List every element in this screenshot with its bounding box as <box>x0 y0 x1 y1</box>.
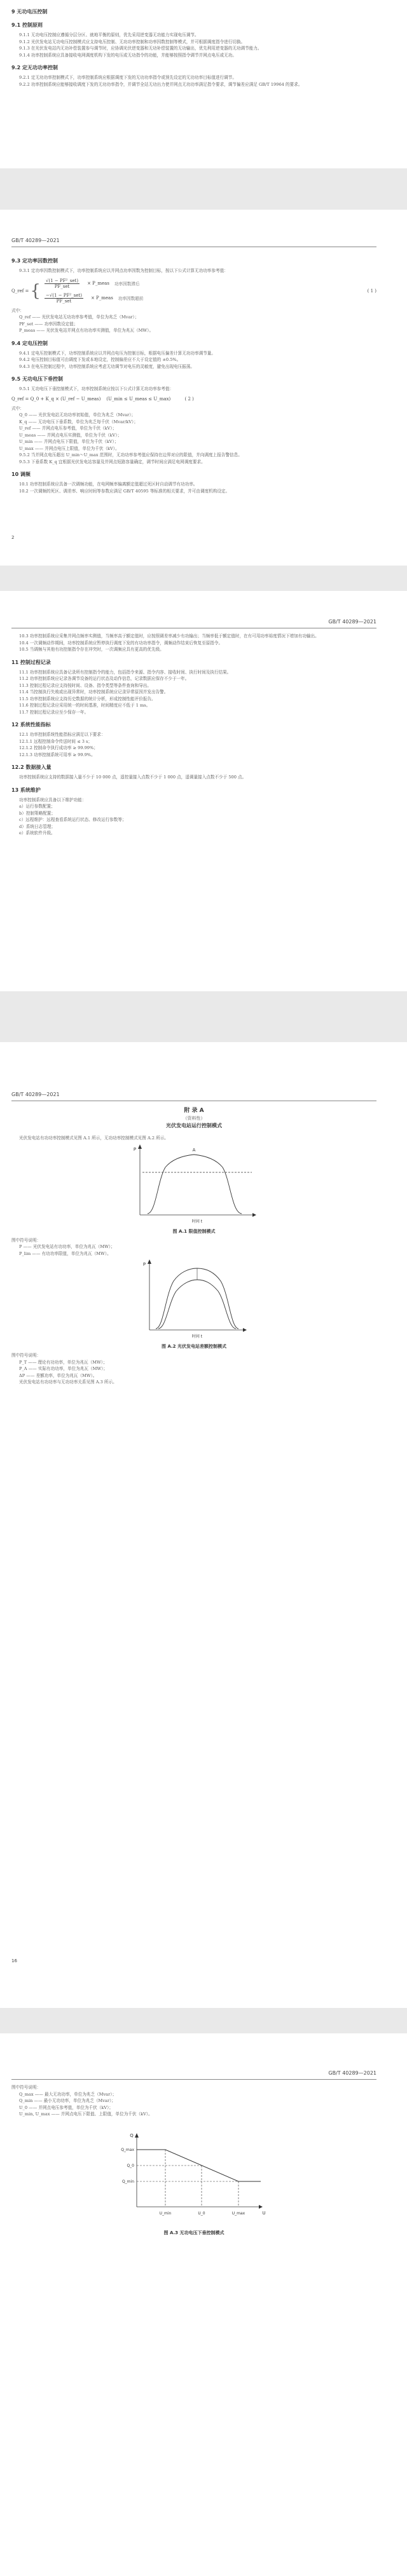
paragraph: 9.1.1 无功电压控制应遵循分层分区、就地平衡的原则，优先采用逆变器无功能力实现电压调节。 <box>19 32 199 37</box>
legend-item: P —— 光伏发电站有功功率，单位为兆瓦（MW）； <box>19 1244 115 1249</box>
formula-condition: 功率因数滞后 <box>114 281 140 287</box>
paragraph: 12.1.1 远程控制命令传送时间 ≤ 3 s； <box>19 738 92 744</box>
section-heading: 9.2 定无功功率控制 <box>11 65 58 71</box>
formula-condition: 功率因数超前 <box>118 296 144 301</box>
paragraph: 光伏发电站有功功率控制模式见图 A.1 所示，无功功率控制模式见图 A.2 所示。 <box>19 1135 169 1141</box>
page-3-body <box>11 633 376 837</box>
formula-1 <box>11 278 376 304</box>
paragraph: 9.4.3 在电压控制过程中，功率控制系统应考虑无功调节对电压的灵敏度，避免出现电压振荡。 <box>19 363 195 369</box>
legend-item: Q_min —— 最小无功功率，单位为兆乏（Mvar）； <box>19 2098 116 2103</box>
curve-label: A <box>192 1147 196 1153</box>
formula-2: Q_ref = Q_0 + K_q × (U_ref − U_meas) (U_min ≤ U_meas ≤ U_max) ( 2 ) <box>11 396 194 402</box>
figure-a2-svg <box>137 1257 251 1339</box>
page-2-body <box>11 252 376 494</box>
q-axis-label: Q <box>130 2132 134 2138</box>
appendix-name: 光伏发电站运行控制模式 <box>166 1123 222 1129</box>
legend-item: PF_set —— 功率因数设定值； <box>19 321 78 327</box>
appendix-title: 附 录 A <box>184 1108 204 1114</box>
paragraph: 9.2.1 定无功功率控制模式下，功率控制系统应根据调度下发的无功功率指令或预先设定的无功功率目标值进行调节。 <box>19 75 237 80</box>
figure-a3-svg <box>118 2131 270 2226</box>
legend-item: U_min, U_max —— 并网点电压下限值、上限值，单位为千伏（kV）。 <box>19 2112 153 2117</box>
paragraph: b）控制策略配置； <box>19 810 55 816</box>
formula-cases <box>42 278 143 304</box>
section-heading: 9 无功电压控制 <box>11 9 48 15</box>
legend-item: P_lim —— 有功功率限值，单位为兆瓦（MW）。 <box>19 1251 111 1256</box>
paragraph: 9.4.2 电压控制目标值可由调度下发或本地设定，控制偏差应不大于设定值的 ±0.5%。 <box>19 357 181 362</box>
paragraph: 11.3 控制过程记录应支持按时间、设备、指令类型等条件查询和导出。 <box>19 682 151 688</box>
page-header: GB/T 40289—2021 <box>11 238 60 243</box>
legend-intro: 式中： <box>11 405 24 411</box>
paragraph: 12.1 功率控制系统性能指标应满足以下要求： <box>19 732 106 737</box>
x-axis-label: 时间 t <box>191 1219 203 1224</box>
figure-caption: 图 A.3 无功电压下垂控制模式 <box>163 2230 224 2235</box>
fraction-numerator: √(1 − PF²_set) <box>45 278 79 283</box>
legend-item: P_A —— 实际有功功率，单位为兆瓦（MW）； <box>19 1366 108 1371</box>
legend-item: U_min —— 并网点电压下限值，单位为千伏（kV）； <box>19 439 119 444</box>
paragraph: 9.3.1 定功率因数控制模式下，功率控制系统应以并网点功率因数为控制目标，按以下公式计算无功功率参考值： <box>19 268 228 273</box>
section-heading: 12 系统性能指标 <box>11 722 51 728</box>
figure-caption: 图 A.2 光伏发电站差额控制模式 <box>162 1344 226 1349</box>
paragraph: 10.5 当调频与其他有功控制指令存在冲突时，一次调频应具有更高的优先级。 <box>19 647 164 652</box>
legend-intro: 图中符号说明： <box>11 1353 41 1358</box>
paragraph: 11.7 控制过程记录应至少保存一年。 <box>19 709 89 715</box>
q-axis-arrow <box>135 2133 139 2138</box>
paragraph: 11.5 功率控制系统应支持历史数据的统计分析，形成控制性能评价报告。 <box>19 696 156 702</box>
fraction-denominator: PF_set <box>56 298 72 304</box>
page-1 <box>0 0 407 168</box>
paragraph: 11.2 功率控制系统应记录各调节设备的运行状态及动作信息，记录数据应保存不少于一年。 <box>19 676 190 681</box>
u-axis-arrow <box>259 2205 263 2209</box>
power-curve <box>148 1155 242 1214</box>
paragraph: 9.5.3 下垂系数 K_q 宜根据光伏发电站容量及并网点短路容量确定，调节时间应满足电网调度要求。 <box>19 459 205 464</box>
section-heading: 9.4 定电压控制 <box>11 340 48 346</box>
legend-item: Q_0 —— 光伏发电站无功功率初始值，单位为兆乏（Mvar）； <box>19 412 136 417</box>
y-axis-label: P <box>133 1146 137 1152</box>
section-heading: 9.1 控制原则 <box>11 22 43 28</box>
section-heading: 9.5 无功电压下垂控制 <box>11 376 63 382</box>
paragraph: 11.1 功率控制系统应具备记录所有控制指令的能力，包括指令来源、指令内容、接收时间、执行时间及执行结果。 <box>19 669 231 675</box>
x-axis-arrow <box>243 1328 247 1332</box>
legend-item: Q_ref —— 光伏发电站无功功率参考值，单位为兆乏（Mvar）； <box>19 315 139 320</box>
paragraph: a）运行参数配置； <box>19 804 55 809</box>
paragraph: 10.3 功率控制系统应采集并网点频率实测值，当频率高于额定值时，应按照调差率减少有功输出；当频率低于额定值时，在有可用功率裕度情况下增加有功输出。 <box>19 634 319 639</box>
q-tick-label: Q_0 <box>127 2163 134 2168</box>
u-tick-label: U_max <box>231 2211 245 2216</box>
figure-caption: 图 A.1 限值控制模式 <box>172 1228 216 1234</box>
paragraph: 12.1.2 控制命令执行成功率 ≥ 99.99%； <box>19 745 98 750</box>
page-4 <box>0 1042 407 2008</box>
q-tick-label: Q_min <box>121 2179 134 2184</box>
paragraph: 9.2.2 功率控制系统应能够接收调度下发的无功功率指令，并调节全站无功出力使并网点无功功率满足指令要求，调节偏差应满足 GB/T 19964 的要求。 <box>19 81 303 87</box>
formula-number: ( 1 ) <box>367 288 376 294</box>
paragraph: 12.1.3 功率控制系统可用率 ≥ 99.9%。 <box>19 752 95 757</box>
y-axis-arrow <box>148 1259 151 1264</box>
formula-term: × P_meas <box>87 281 109 286</box>
paragraph: 10.1 功率控制系统应具备一次调频功能，在电网频率偏离额定值超过死区时自动调节有功功率。 <box>19 482 198 487</box>
figure-a3 <box>11 2131 376 2226</box>
formula-brace: { <box>30 281 41 301</box>
legend-intro: 式中： <box>11 308 24 313</box>
page-3 <box>0 591 407 991</box>
legend-item: U_meas —— 并网点电压实测值，单位为千伏（kV）； <box>19 432 122 438</box>
paragraph: 11.4 当控制执行失败或出现异常时，功率控制系统应记录异常原因并发出告警。 <box>19 689 169 695</box>
page-1-body <box>11 3 376 88</box>
legend-intro: 图中符号说明： <box>11 2085 41 2090</box>
x-axis-arrow <box>252 1213 256 1217</box>
u-tick-label: U_0 <box>198 2211 205 2216</box>
legend-item: U_ref —— 并网点电压参考值，单位为千伏（kV）； <box>19 426 117 431</box>
paragraph: 9.5.2 当并网点电压超出 U_min～U_max 范围时，无功功率参考值应保持在边界对应的限值，并向调度上报告警信息。 <box>19 452 242 458</box>
section-heading: 11 控制过程记录 <box>11 659 51 665</box>
page-5-body <box>11 2084 376 2239</box>
legend-item: Q_max —— 最大无功功率，单位为兆乏（Mvar）； <box>19 2091 117 2097</box>
paragraph: 9.5.1 无功电压下垂控制模式下，功率控制系统应按以下公式计算无功功率参考值： <box>19 386 174 391</box>
section-heading: 13 系统维护 <box>11 787 41 793</box>
section-heading: 12.2 数据接入量 <box>11 764 52 770</box>
x-axis-label: 时间 t <box>191 1334 203 1339</box>
paragraph: 9.1.3 在光伏发电站内无功补偿装置参与调节时，应协调光伏逆变器和无功补偿装置的无功输出，优先利用逆变器的无功调节能力。 <box>19 46 262 51</box>
formula-lhs: Q_ref = <box>11 288 29 294</box>
paragraph: 功率控制系统应具备以下维护功能： <box>19 797 86 803</box>
paragraph: 10.2 一次调频的死区、调差率、响应时间等参数应满足 GB/T 40595 等标准的相关要求，并可由调度机构设定。 <box>19 488 230 494</box>
u-tick-label: U_min <box>159 2211 172 2216</box>
page-header: GB/T 40289—2021 <box>328 619 376 625</box>
header-rule <box>11 2079 376 2080</box>
y-axis-label: P <box>142 1262 146 1267</box>
paragraph: d）系统日志管理； <box>19 824 55 829</box>
figure-a1-svg <box>127 1142 261 1224</box>
paragraph: 9.1.4 功率控制系统应具备接收电网调度机构下发的电压或无功指令的功能，并能够按照指令调节并网点电压或无功。 <box>19 52 237 58</box>
appendix-subtitle: （资料性） <box>183 1116 205 1121</box>
paragraph: 9.1.2 光伏发电站无功电压控制模式应支持电压控制、无功功率控制和功率因数控制等模式，并可根据调度指令进行切换。 <box>19 39 245 44</box>
paragraph: 11.6 控制过程记录应采用统一的时间基准，时间精度应不低于 1 ms。 <box>19 703 151 708</box>
paragraph: c）远程维护：远程查看系统运行状态、修改运行参数等； <box>19 817 127 822</box>
fraction-denominator: PF_set <box>54 283 70 289</box>
page-header: GB/T 40289—2021 <box>11 1092 60 1097</box>
formula-case <box>42 293 143 304</box>
paragraph: 功率控制系统应支持的数据接入量不少于 10 000 点，遥控量接入点数不少于 1 000 点，遥调量接入点数不少于 500 点。 <box>19 775 247 780</box>
y-axis-arrow <box>138 1144 142 1149</box>
paragraph: e）系统软件升级。 <box>19 830 55 836</box>
paragraph: 10.4 一次调频动作期间，功率控制系统应暂停执行调度下发的有功功率指令，调频动作结束后恢复至原指令。 <box>19 640 223 646</box>
figure-a2 <box>11 1257 376 1339</box>
legend-item: U_0 —— 并网点电压参考值，单位为千伏（kV）； <box>19 2105 113 2110</box>
legend-item: K_q —— 无功电压下垂系数，单位为兆乏每千伏（Mvar/kV）； <box>19 419 138 424</box>
legend-intro: 图中符号说明： <box>11 1237 41 1243</box>
paragraph: 9.4.1 定电压控制模式下，功率控制系统应以并网点电压为控制目标，根据电压偏差计算无功功率调节量。 <box>19 350 216 356</box>
page-4-body <box>11 1104 376 1386</box>
page-number: 16 <box>11 1958 17 1963</box>
formula-term: × P_meas <box>90 295 113 301</box>
figure-a1 <box>11 1142 376 1224</box>
page-number: 2 <box>11 535 15 540</box>
fraction-numerator: −√(1 − PF²_set) <box>45 292 82 298</box>
legend-item: U_max —— 并网点电压上限值，单位为千伏（kV）。 <box>19 445 120 451</box>
section-heading: 10 调频 <box>11 471 31 477</box>
legend-item: ΔP —— 差额功率，单位为兆瓦（MW）。 <box>19 1373 97 1378</box>
formula-case <box>42 278 143 289</box>
q-tick-label: Q_max <box>121 2147 134 2152</box>
page-2 <box>0 210 407 566</box>
page-5 <box>0 2033 407 2576</box>
actual-curve <box>158 1280 236 1329</box>
legend-item: P_meas —— 光伏发电站并网点有功功率实测值，单位为兆瓦（MW）。 <box>19 328 154 333</box>
section-heading: 9.3 定功率因数控制 <box>11 258 58 264</box>
formula-fraction <box>45 293 83 304</box>
legend-item: P_T —— 理论有功功率，单位为兆瓦（MW）； <box>19 1359 107 1365</box>
u-axis-label: U <box>262 2210 266 2216</box>
paragraph: 光伏发电站有功功率与无功功率关系见图 A.3 所示。 <box>19 1380 117 1385</box>
page-header: GB/T 40289—2021 <box>328 2070 376 2076</box>
formula-fraction <box>45 278 79 289</box>
